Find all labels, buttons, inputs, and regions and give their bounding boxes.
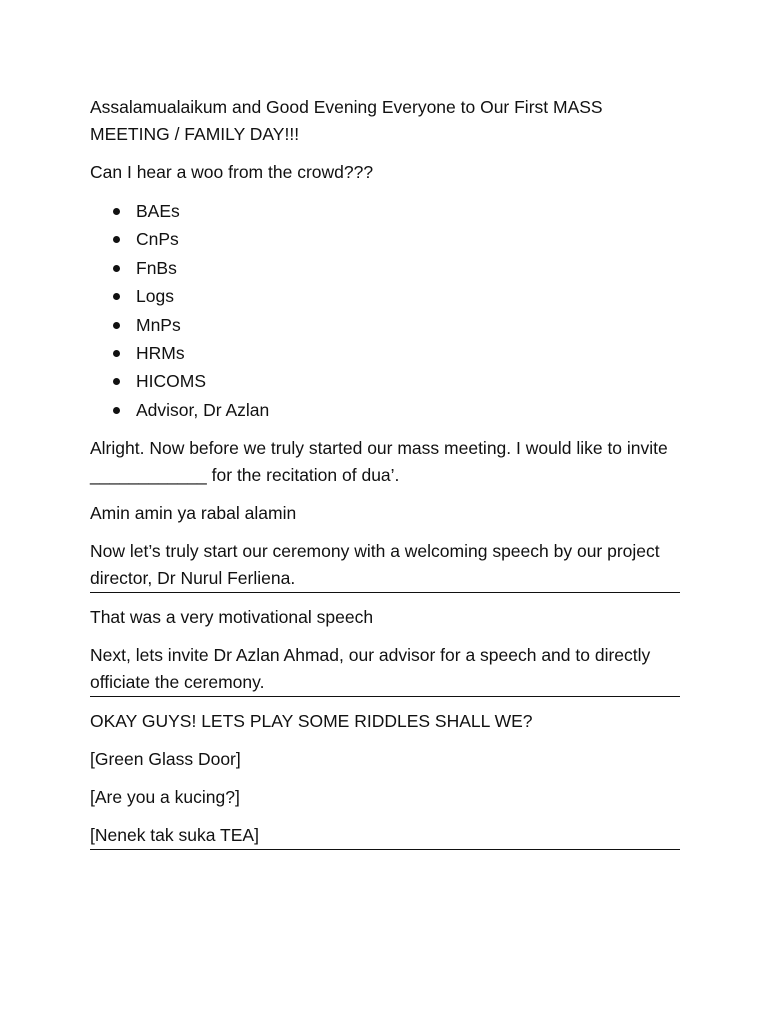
bullet-icon (113, 293, 120, 300)
bullet-icon (113, 407, 120, 414)
dua-invite-paragraph: Alright. Now before we truly started our mass meeting. I would like to invite ____________ for the recitation of dua’. (90, 438, 668, 486)
bullet-icon (113, 265, 120, 272)
riddle-item: [Green Glass Door] (90, 749, 241, 770)
list-item: Advisor, Dr Azlan (90, 396, 680, 424)
riddle-item: [Are you a kucing?] (90, 787, 240, 808)
document-page (90, 94, 680, 850)
list-item: MnPs (90, 311, 680, 339)
advisor-invite-paragraph: Next, lets invite Dr Azlan Ahmad, our advisor for a speech and to directly officiate the ceremony. (90, 645, 651, 693)
riddles-intro: OKAY GUYS! LETS PLAY SOME RIDDLES SHALL WE? (90, 711, 533, 732)
motivational-remark: That was a very motivational speech (90, 607, 374, 628)
bullet-icon (113, 208, 120, 215)
crowd-prompt: Can I hear a woo from the crowd??? (90, 162, 374, 182)
bullet-icon (113, 350, 120, 357)
amin-line: Amin amin ya rabal alamin (90, 503, 297, 524)
welcome-speech-paragraph: Now let’s truly start our ceremony with a welcoming speech by our project director, Dr Nurul Ferliena. (90, 541, 660, 589)
greeting-paragraph: Assalamualaikum and Good Evening Everyone to Our First MASS MEETING / FAMILY DAY!!! (90, 97, 603, 144)
bullet-icon (113, 236, 120, 243)
bullet-icon (113, 322, 120, 329)
list-item: BAEs (90, 197, 680, 225)
list-item: HICOMS (90, 367, 680, 395)
section-divider (90, 592, 680, 593)
list-item: Logs (90, 282, 680, 310)
section-divider (90, 849, 680, 850)
bullet-icon (113, 378, 120, 385)
list-item: FnBs (90, 254, 680, 282)
riddle-item: [Nenek tak suka TEA] (90, 825, 259, 846)
group-list (90, 197, 680, 424)
list-item: CnPs (90, 225, 680, 253)
list-item: HRMs (90, 339, 680, 367)
section-divider (90, 696, 680, 697)
